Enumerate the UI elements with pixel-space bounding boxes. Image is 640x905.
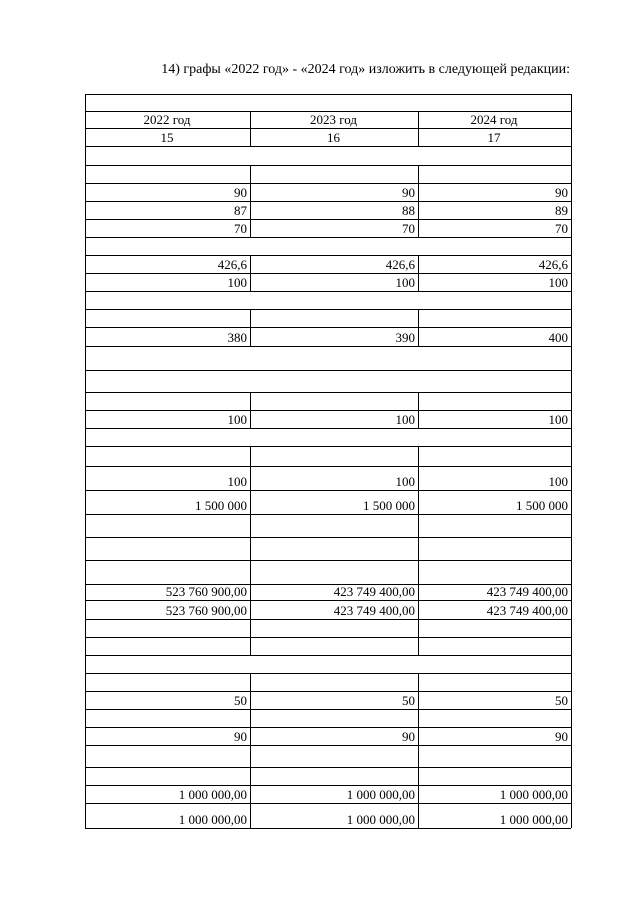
table-cell-value: 423 749 400,00 xyxy=(486,603,568,618)
table-rule xyxy=(85,767,571,768)
table-border xyxy=(85,165,86,183)
table-rule xyxy=(85,466,571,467)
column-divider xyxy=(418,165,419,183)
column-divider xyxy=(250,727,251,745)
column-divider xyxy=(250,111,251,146)
column-divider xyxy=(250,673,251,691)
table-cell-value: 70 xyxy=(402,221,415,236)
table-border xyxy=(571,490,572,514)
table-border xyxy=(571,327,572,346)
table-cell-value: 1 000 000,00 xyxy=(499,787,568,802)
table-rule xyxy=(85,745,571,746)
table-border xyxy=(85,537,86,560)
table-border xyxy=(571,291,572,309)
table-rule xyxy=(85,709,571,710)
column-divider xyxy=(418,490,419,514)
table-cell-value: 87 xyxy=(234,203,247,218)
table-cell-value: 423 749 400,00 xyxy=(333,603,415,618)
table-border xyxy=(571,237,572,255)
column-divider xyxy=(250,392,251,410)
table-border xyxy=(85,201,86,219)
table-rule xyxy=(85,803,571,804)
column-divider xyxy=(250,584,251,600)
column-divider xyxy=(418,600,419,619)
table-border xyxy=(571,584,572,600)
column-divider xyxy=(418,183,419,201)
column-divider xyxy=(418,410,419,428)
table-border xyxy=(85,584,86,600)
column-divider xyxy=(250,745,251,767)
table-rule xyxy=(85,619,571,620)
table-border xyxy=(85,600,86,619)
table-border xyxy=(85,691,86,709)
column-divider xyxy=(418,709,419,727)
table-cell-value: 1 500 000 xyxy=(195,498,247,513)
table-cell-value: 89 xyxy=(555,203,568,218)
table-cell-value: 50 xyxy=(555,693,568,708)
table-border xyxy=(85,410,86,428)
table-rule xyxy=(85,146,571,147)
table-border xyxy=(571,537,572,560)
table-border xyxy=(85,273,86,291)
table-border xyxy=(571,183,572,201)
table-cell-value: 523 760 900,00 xyxy=(165,603,247,618)
table-rule xyxy=(85,94,571,95)
column-divider xyxy=(418,273,419,291)
table-cell-value: 90 xyxy=(234,185,247,200)
table-border xyxy=(571,94,572,146)
column-divider xyxy=(250,490,251,514)
column-divider xyxy=(418,767,419,785)
table-rule xyxy=(85,392,571,393)
column-divider xyxy=(250,327,251,346)
column-divider xyxy=(418,584,419,600)
table-rule xyxy=(85,828,571,829)
table-cell-value: 390 xyxy=(395,330,415,345)
table-cell-value: 100 xyxy=(395,474,415,489)
table-border xyxy=(571,803,572,828)
table-border xyxy=(571,560,572,584)
column-divider xyxy=(418,466,419,490)
table-cell-value: 70 xyxy=(234,221,247,236)
table-cell-value: 426,6 xyxy=(538,257,568,272)
table-rule xyxy=(85,691,571,692)
table-border xyxy=(85,183,86,201)
table-border xyxy=(85,255,86,273)
table-border xyxy=(571,466,572,490)
table-cell-value: 380 xyxy=(227,330,247,345)
table-border xyxy=(85,446,86,466)
table-cell-value: 90 xyxy=(234,729,247,744)
table-rule xyxy=(85,600,571,601)
table-rule xyxy=(85,273,571,274)
column-divider xyxy=(418,560,419,584)
table-border xyxy=(571,745,572,767)
column-divider xyxy=(418,673,419,691)
table-border xyxy=(571,146,572,165)
table-rule xyxy=(85,673,571,674)
table-cell-value: 1 000 000,00 xyxy=(346,812,415,827)
column-divider xyxy=(250,514,251,537)
table-border xyxy=(85,219,86,237)
column-divider xyxy=(250,637,251,655)
column-divider xyxy=(250,273,251,291)
table-border xyxy=(571,392,572,410)
table-cell-value: 90 xyxy=(555,729,568,744)
table-rule xyxy=(85,584,571,585)
table-border xyxy=(85,370,86,392)
table-cell-value: 100 xyxy=(548,275,568,290)
table-cell-value: 100 xyxy=(227,412,247,427)
table-border xyxy=(85,237,86,255)
table-cell-value: 426,6 xyxy=(385,257,415,272)
table-rule xyxy=(85,237,571,238)
column-divider xyxy=(250,410,251,428)
table-rule xyxy=(85,514,571,515)
table-border xyxy=(571,691,572,709)
column-divider xyxy=(418,537,419,560)
column-divider xyxy=(250,803,251,828)
table-cell-value: 400 xyxy=(548,330,568,345)
column-divider xyxy=(250,691,251,709)
table-cell-value: 100 xyxy=(548,412,568,427)
table-cell-value: 1 000 000,00 xyxy=(178,787,247,802)
table-border xyxy=(571,785,572,803)
column-divider xyxy=(250,537,251,560)
table-rule xyxy=(85,111,571,112)
table-cell-value: 100 xyxy=(227,275,247,290)
column-divider xyxy=(418,691,419,709)
table-border xyxy=(85,637,86,655)
column-divider xyxy=(250,309,251,327)
column-divider xyxy=(250,785,251,803)
table-border xyxy=(85,560,86,584)
column-divider xyxy=(418,745,419,767)
header-column-number: 16 xyxy=(327,130,340,145)
column-divider xyxy=(250,619,251,637)
table-border xyxy=(571,727,572,745)
table-rule xyxy=(85,291,571,292)
table-cell-value: 100 xyxy=(395,412,415,427)
table-border xyxy=(571,255,572,273)
table-border xyxy=(571,673,572,691)
column-divider xyxy=(418,785,419,803)
table-border xyxy=(571,428,572,446)
table-border xyxy=(571,637,572,655)
table-border xyxy=(85,655,86,673)
table-border xyxy=(571,370,572,392)
column-divider xyxy=(418,392,419,410)
caption-text: 14) графы «2022 год» - «2024 год» изложить в следующей редакции: xyxy=(161,62,570,77)
table-cell-value: 88 xyxy=(402,203,415,218)
table-border xyxy=(85,94,86,146)
table-border xyxy=(571,767,572,785)
table-rule xyxy=(85,201,571,202)
table-cell-value: 70 xyxy=(555,221,568,236)
table-rule xyxy=(85,128,571,129)
column-divider xyxy=(418,327,419,346)
column-divider xyxy=(250,219,251,237)
table-border xyxy=(85,619,86,637)
column-divider xyxy=(250,560,251,584)
table-border xyxy=(85,673,86,691)
table-border xyxy=(85,309,86,327)
table-rule xyxy=(85,785,571,786)
table-cell-value: 100 xyxy=(548,474,568,489)
table-rule xyxy=(85,309,571,310)
table-rule xyxy=(85,637,571,638)
table-border xyxy=(85,803,86,828)
table-cell-value: 50 xyxy=(234,693,247,708)
header-column-number: 17 xyxy=(487,130,501,145)
table-cell-value: 90 xyxy=(402,729,415,744)
column-divider xyxy=(418,637,419,655)
table-rule xyxy=(85,727,571,728)
header-year: 2022 год xyxy=(143,112,191,127)
table-rule xyxy=(85,255,571,256)
header-year: 2024 год xyxy=(470,112,518,127)
table-cell-value: 100 xyxy=(395,275,415,290)
table-border xyxy=(571,446,572,466)
column-divider xyxy=(250,201,251,219)
column-divider xyxy=(418,219,419,237)
column-divider xyxy=(418,201,419,219)
table-cell-value: 523 760 900,00 xyxy=(165,584,247,599)
table-cell-value: 1 500 000 xyxy=(363,498,415,513)
table-border xyxy=(571,709,572,727)
column-divider xyxy=(418,446,419,466)
table-border xyxy=(571,201,572,219)
table-border xyxy=(85,709,86,727)
table-border xyxy=(85,727,86,745)
column-divider xyxy=(418,619,419,637)
table-border xyxy=(571,165,572,183)
table-rule xyxy=(85,655,571,656)
table-border xyxy=(571,309,572,327)
table-border xyxy=(85,466,86,490)
table-border xyxy=(85,767,86,785)
table-cell-value: 90 xyxy=(402,185,415,200)
table-border xyxy=(571,346,572,370)
table-rule xyxy=(85,327,571,328)
header-year: 2023 год xyxy=(310,112,357,127)
table-rule xyxy=(85,346,571,347)
table-border xyxy=(85,490,86,514)
column-divider xyxy=(250,255,251,273)
table-border xyxy=(85,514,86,537)
table-cell-value: 423 749 400,00 xyxy=(486,584,568,599)
table-cell-value: 1 000 000,00 xyxy=(346,787,415,802)
column-divider xyxy=(418,803,419,828)
table-rule xyxy=(85,560,571,561)
table-cell-value: 50 xyxy=(402,693,415,708)
table-rule xyxy=(85,370,571,371)
table-border xyxy=(85,392,86,410)
table-cell-value: 423 749 400,00 xyxy=(333,584,415,599)
table-border xyxy=(85,745,86,767)
table-border xyxy=(571,600,572,619)
table-cell-value: 1 000 000,00 xyxy=(499,812,568,827)
table-border xyxy=(571,514,572,537)
table-border xyxy=(85,428,86,446)
table-border xyxy=(85,346,86,370)
table-rule xyxy=(85,446,571,447)
column-divider xyxy=(250,446,251,466)
column-divider xyxy=(250,183,251,201)
table-cell-value: 100 xyxy=(227,474,247,489)
table-rule xyxy=(85,410,571,411)
column-divider xyxy=(418,514,419,537)
table-border xyxy=(85,291,86,309)
table-rule xyxy=(85,490,571,491)
column-divider xyxy=(250,466,251,490)
table-rule xyxy=(85,428,571,429)
table-rule xyxy=(85,219,571,220)
table-cell-value: 90 xyxy=(555,185,568,200)
column-divider xyxy=(418,309,419,327)
table-rule xyxy=(85,537,571,538)
column-divider xyxy=(250,600,251,619)
column-divider xyxy=(250,165,251,183)
table-rule xyxy=(85,183,571,184)
table-border xyxy=(571,273,572,291)
table-border xyxy=(85,146,86,165)
table-border xyxy=(571,619,572,637)
table-border xyxy=(571,219,572,237)
column-divider xyxy=(418,727,419,745)
table-border xyxy=(85,327,86,346)
table-cell-value: 426,6 xyxy=(217,257,247,272)
table-border xyxy=(85,785,86,803)
table-cell-value: 1 500 000 xyxy=(516,498,568,513)
table-border xyxy=(571,655,572,673)
column-divider xyxy=(418,255,419,273)
column-divider xyxy=(250,709,251,727)
column-divider xyxy=(250,767,251,785)
header-column-number: 15 xyxy=(160,130,174,145)
table-border xyxy=(571,410,572,428)
table-rule xyxy=(85,165,571,166)
table-cell-value: 1 000 000,00 xyxy=(178,812,247,827)
column-divider xyxy=(418,111,419,146)
